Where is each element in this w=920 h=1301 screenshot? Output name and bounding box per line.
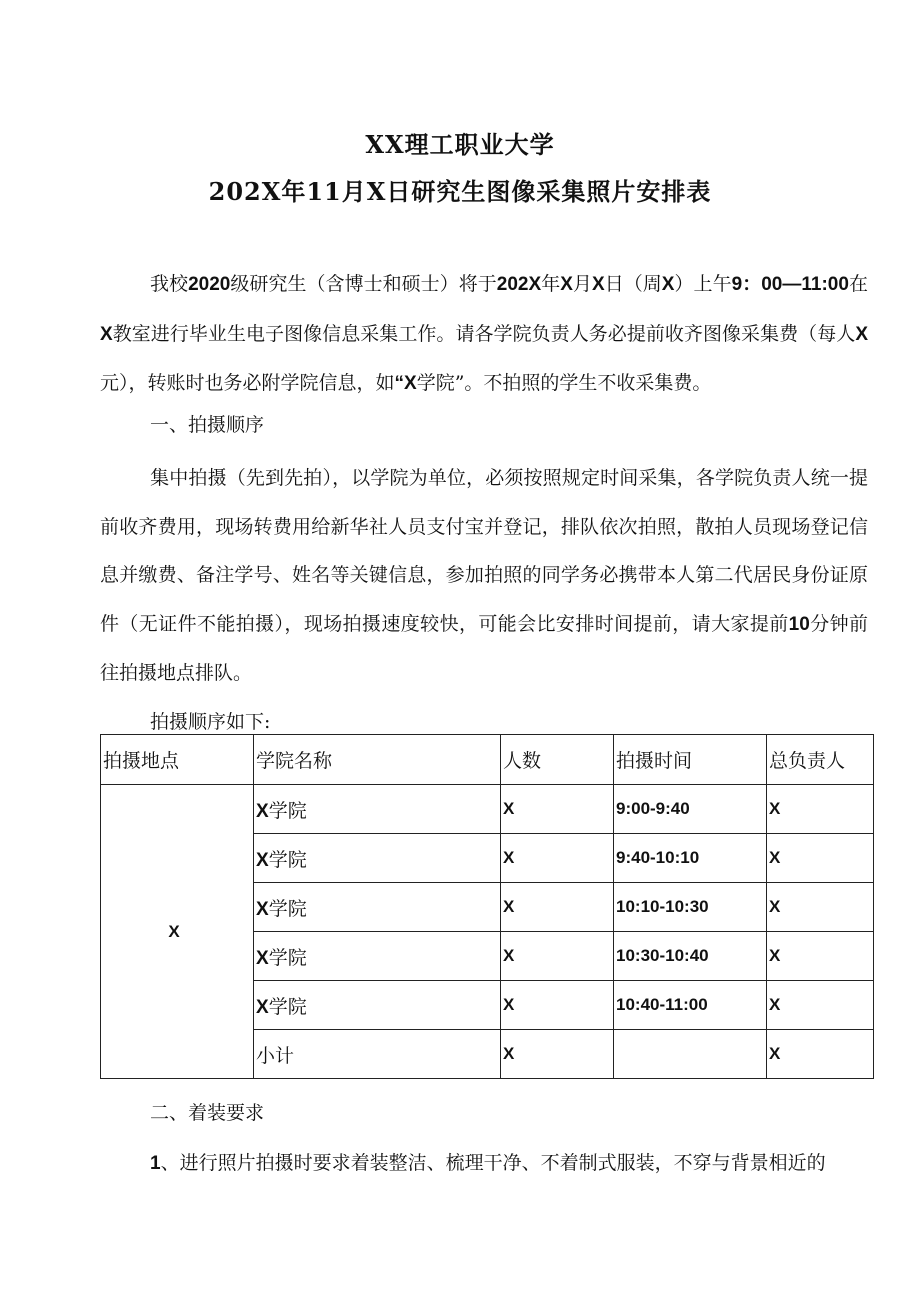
- order-table-label: 拍摄顺序如下:: [150, 711, 271, 733]
- intro-text: 年: [541, 273, 561, 295]
- time-cell: 10:30-10:40: [614, 932, 767, 981]
- time-cell: 9:40-10:10: [614, 834, 767, 883]
- college-code: X: [256, 898, 269, 920]
- college-code: X: [256, 947, 269, 969]
- order-text: 分钟前往拍摄地点排队。: [100, 612, 868, 684]
- intro-time: 9：00—11:00: [731, 274, 849, 295]
- college-cell: [254, 785, 501, 834]
- intro-grade: 2020: [188, 274, 231, 295]
- lead-cell: X: [767, 834, 874, 883]
- table-row: [101, 785, 874, 834]
- college-name: 学院: [268, 995, 307, 1018]
- intro-text: 学院”。不拍照的学生不收采集费。: [416, 372, 712, 394]
- intro-paragraph: [100, 260, 868, 409]
- lead-cell: X: [767, 785, 874, 834]
- site-cell: X: [101, 785, 254, 1079]
- intro-example: “X: [394, 373, 417, 394]
- intro-text: 日（周: [604, 273, 662, 295]
- subtotal-count-cell: X: [501, 1030, 614, 1079]
- count-cell: X: [501, 883, 614, 932]
- intro-year: 202X: [496, 274, 542, 295]
- time-cell: 10:10-10:30: [614, 883, 767, 932]
- intro-fee: X: [855, 323, 868, 345]
- dress-item-1: [150, 1148, 826, 1175]
- intro-text: 我校: [150, 273, 189, 295]
- college-code: X: [256, 800, 269, 822]
- count-cell: X: [501, 785, 614, 834]
- lead-cell: X: [767, 981, 874, 1030]
- intro-text: 教室进行毕业生电子图像信息采集工作。请各学院负责人务必提前收齐图像采集费（每人: [112, 322, 856, 345]
- order-paragraph: [100, 454, 868, 698]
- college-name: 学院: [268, 897, 307, 920]
- intro-text: 级研究生（含博士和硕士）将于: [230, 273, 497, 295]
- college-code: X: [256, 849, 269, 871]
- dress-item-text: 、进行照片拍摄时要求着装整洁、梳理干净、不着制式服装，不穿与背景相近的: [160, 1152, 826, 1174]
- dress-item-number: 1: [150, 1153, 161, 1174]
- college-name: 学院: [268, 848, 307, 871]
- intro-text: ）上午: [674, 273, 732, 295]
- intro-text: 元），转账时也务必附学院信息，如: [100, 372, 395, 394]
- document-title-line1: XX理工职业大学: [365, 130, 555, 159]
- intro-text: 在: [848, 273, 868, 295]
- lead-cell: X: [767, 883, 874, 932]
- college-cell: [254, 834, 501, 883]
- college-name: 学院: [268, 799, 307, 822]
- college-code: X: [256, 996, 269, 1018]
- header-cell-site: 拍摄地点: [101, 735, 254, 785]
- header-cell-count: 人数: [501, 735, 614, 785]
- count-cell: X: [501, 932, 614, 981]
- intro-day: X: [591, 274, 605, 295]
- count-cell: X: [501, 834, 614, 883]
- header-cell-time: 拍摄时间: [614, 735, 767, 785]
- order-text: 集中拍摄（先到先拍），以学院为单位，必须按照规定时间采集，各学院负责人统一提前收齐费用，现场转费用给新华社人员支付宝并登记，排队依次拍照，散拍人员现场登记信息并缴费、备注学号、姓名等关键信息，参加拍照的同学务必携带本人第二代居民身份证原件（无证件不能拍摄），现场拍摄速度较快，可能会比安排时间提前，请大家提前: [100, 467, 868, 635]
- section-heading-dress: 二、着装要求: [150, 1102, 265, 1124]
- college-cell: [254, 932, 501, 981]
- document-title-line2: 202X年11月X日研究生图像采集照片安排表: [208, 177, 712, 206]
- count-cell: X: [501, 981, 614, 1030]
- header-cell-lead: 总负责人: [767, 735, 874, 785]
- lead-cell: X: [767, 932, 874, 981]
- college-cell: [254, 981, 501, 1030]
- subtotal-time-cell: [614, 1030, 767, 1079]
- intro-text: 月: [572, 273, 592, 295]
- order-minutes: 10: [788, 613, 810, 635]
- schedule-table: [100, 734, 874, 1079]
- header-cell-college: 学院名称: [254, 735, 501, 785]
- subtotal-lead-cell: X: [767, 1030, 874, 1079]
- table-header-row: [101, 735, 874, 785]
- time-cell: 9:00-9:40: [614, 785, 767, 834]
- college-cell: [254, 883, 501, 932]
- time-cell: 10:40-11:00: [614, 981, 767, 1030]
- intro-room: X: [100, 323, 113, 345]
- subtotal-label-cell: 小计: [254, 1030, 501, 1079]
- intro-month: X: [560, 274, 573, 295]
- college-name: 学院: [268, 946, 307, 969]
- section-heading-order: 一、拍摄顺序: [150, 414, 265, 436]
- intro-weekday: X: [661, 274, 675, 295]
